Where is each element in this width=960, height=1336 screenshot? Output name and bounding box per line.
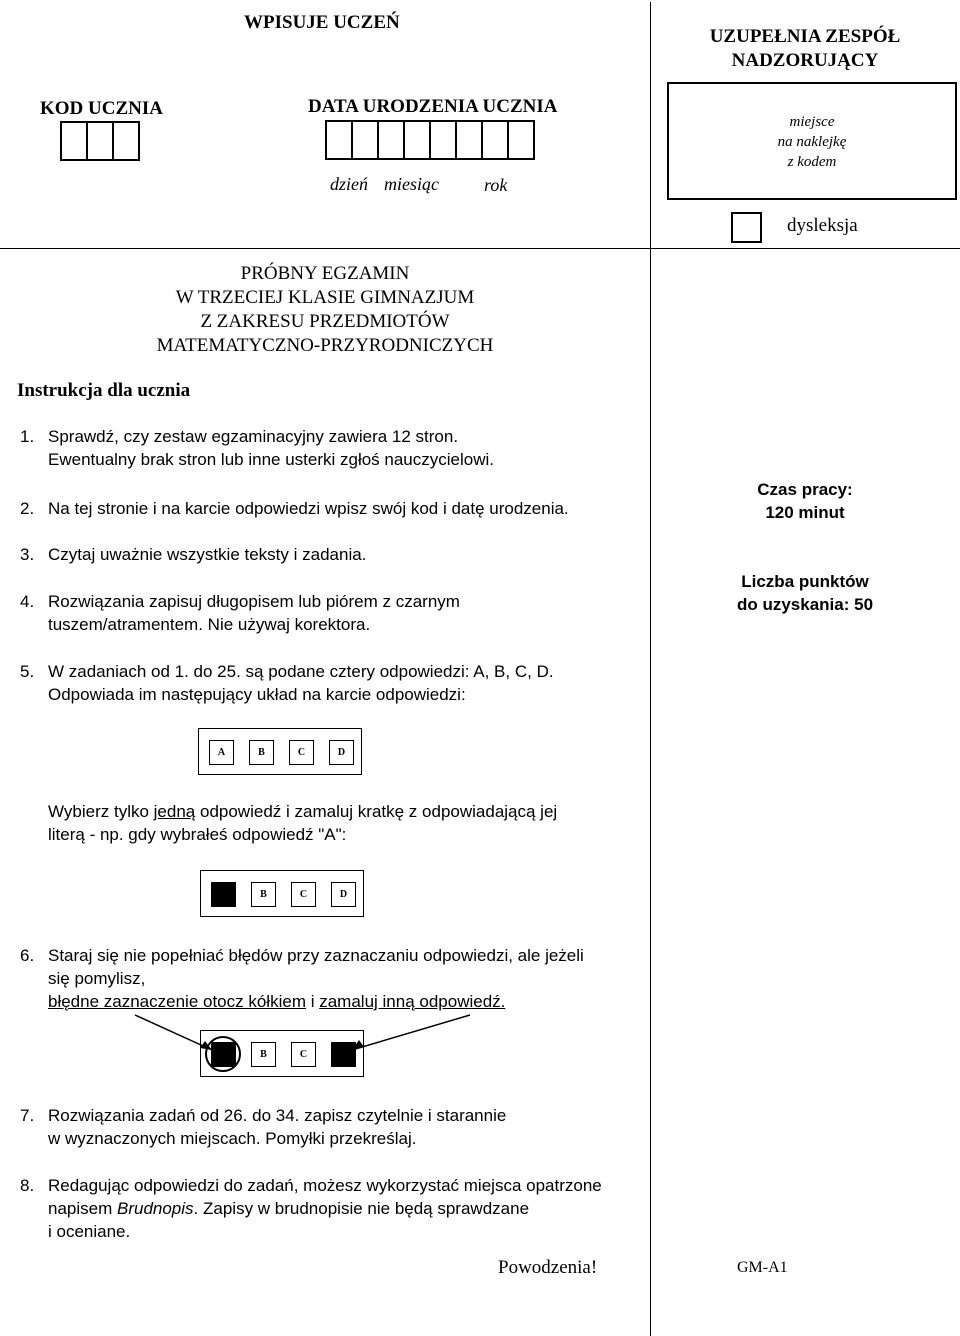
arrow-to-new-answer <box>352 1015 470 1050</box>
instruction-line: literą - np. gdy wybrałeś odpowiedź "A": <box>48 825 347 844</box>
instruction-7 <box>48 1104 506 1150</box>
supervisor-heading-line: UZUPEŁNIA ZESPÓŁ <box>709 26 901 47</box>
time-info <box>650 478 960 524</box>
instruction-number: 8. <box>20 1176 35 1195</box>
instruction-number: 2. <box>20 499 35 518</box>
instruction-8 <box>48 1174 602 1243</box>
instruction-number: 3. <box>20 545 35 564</box>
student-fills-heading: WPISUJE UCZEŃ <box>244 12 400 33</box>
answer-box-d: D <box>329 740 354 765</box>
instruction-line: Na tej stronie i na karcie odpowiedzi wpisz swój kod i datę urodzenia. <box>48 499 569 518</box>
month-label: miesiąc <box>384 174 439 194</box>
instruction-line: Rozwiązania zapisuj długopisem lub piórem z czarnym <box>48 592 460 611</box>
birth-date-label: DATA URODZENIA UCZNIA <box>308 96 558 117</box>
instruction-line: tuszem/atramentem. Nie używaj korektora. <box>48 615 371 634</box>
correction-circle-icon <box>205 1036 241 1072</box>
student-code-label: KOD UCZNIA <box>40 98 163 119</box>
instruction-line: Sprawdź, czy zestaw egzaminacyjny zawiera 12 stron. <box>48 427 459 446</box>
supervisor-heading-line: NADZORUJĄCY <box>731 50 879 71</box>
answer-box-d: D <box>331 882 356 907</box>
instruction-line: się pomylisz, <box>48 969 146 988</box>
instruction-line: W zadaniach od 1. do 25. są podane cztery odpowiedzi: A, B, C, D. <box>48 662 554 681</box>
year-label: rok <box>484 175 508 195</box>
answer-box-d <box>331 1042 356 1067</box>
answer-box-c: C <box>289 740 314 765</box>
sticker-text-line: z kodem <box>787 154 837 170</box>
points-value: do uzyskania: 50 <box>736 595 874 614</box>
instruction-line: napisem Brudnopis. Zapisy w brudnopisie nie będą sprawdzane <box>48 1199 530 1218</box>
answer-box-b: B <box>251 1042 276 1067</box>
instruction-line: Odpowiada im następujący układ na karcie odpowiedzi: <box>48 685 466 704</box>
points-label: Liczba punktów <box>741 572 869 591</box>
instruction-line: błędne zaznaczenie otocz kółkiem i zamaluj inną odpowiedź. <box>48 992 506 1011</box>
instruction-line: Czytaj uważnie wszystkie teksty i zadania. <box>48 545 367 564</box>
answer-box-b: B <box>249 740 274 765</box>
instruction-heading: Instrukcja dla ucznia <box>17 380 191 401</box>
time-value: 120 minut <box>765 503 845 522</box>
exam-code: GM-A1 <box>737 1259 788 1276</box>
instruction-line: Wybierz tylko jedną odpowiedź i zamaluj kratkę z odpowiadającą jej <box>48 802 558 821</box>
instruction-line: i oceniane. <box>48 1222 131 1241</box>
instruction-number: 4. <box>20 592 35 611</box>
exam-title-line: Z ZAKRESU PRZEDMIOTÓW <box>200 311 450 332</box>
underlined-word: jedną <box>153 802 196 821</box>
instruction-number: 1. <box>20 427 35 446</box>
points-info <box>650 570 960 616</box>
exam-title-line: W TRZECIEJ KLASIE GIMNAZJUM <box>175 287 475 308</box>
answer-box-c: C <box>291 1042 316 1067</box>
answer-box-b: B <box>251 882 276 907</box>
instruction-line: Rozwiązania zadań od 26. do 34. zapisz czytelnie i starannie <box>48 1106 507 1125</box>
sticker-text-line: na naklejkę <box>777 134 847 150</box>
exam-title-line: PRÓBNY EGZAMIN <box>240 263 410 284</box>
italic-word: Brudnopis <box>116 1199 194 1218</box>
instruction-number: 6. <box>20 946 35 965</box>
exam-title-line: MATEMATYCZNO-PRZYRODNICZYCH <box>156 335 494 356</box>
instruction-number: 5. <box>20 662 35 681</box>
sticker-text-line: miejsce <box>789 114 835 130</box>
time-label: Czas pracy: <box>757 480 853 499</box>
answer-box-c: C <box>291 882 316 907</box>
instruction-number: 7. <box>20 1106 35 1125</box>
instruction-line: Staraj się nie popełniać błędów przy zaznaczaniu odpowiedzi, ale jeżeli <box>48 946 584 965</box>
dyslexia-label: dysleksja <box>787 215 858 236</box>
instruction-line: Redagując odpowiedzi do zadań, możesz wykorzystać miejsca opatrzone <box>48 1176 602 1195</box>
good-luck-text: Powodzenia! <box>498 1257 598 1278</box>
instruction-line: w wyznaczonych miejscach. Pomyłki przekreślaj. <box>48 1129 417 1148</box>
answer-box-a: A <box>209 740 234 765</box>
day-label: dzień <box>330 174 368 194</box>
instruction-line: Ewentualny brak stron lub inne usterki zgłoś nauczycielowi. <box>48 450 495 469</box>
answer-correction-example <box>200 1030 364 1077</box>
